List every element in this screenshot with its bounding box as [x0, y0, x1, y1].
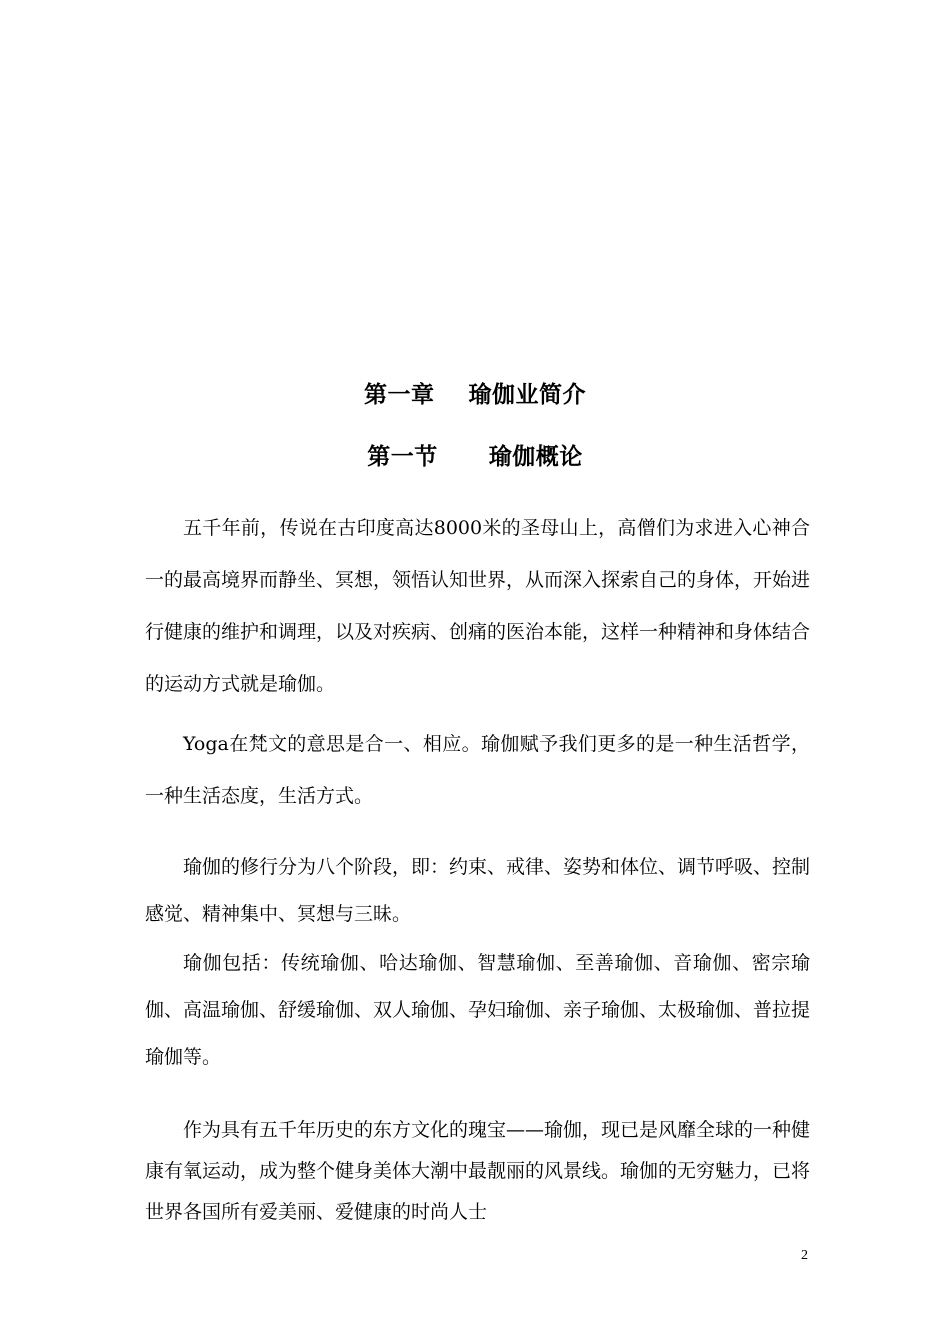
- paragraph-eight-stages: 瑜伽的修行分为八个阶段，即：约束、戒律、姿势和体位、调节呼吸、控制感觉、精神集中、冥想与三昧。: [145, 856, 811, 925]
- chapter-title: 第一章 瑜伽业简介: [363, 381, 587, 408]
- paragraph-global-popularity: 作为具有五千年历史的东方文化的瑰宝——瑜伽，现已是风靡全球的一种健康有氧运动，成为整个健身美体大潮中最靓丽的风景线。瑜伽的无穷魅力，已将世界各国所有爱美丽、爱健康的时尚人士: [145, 1119, 811, 1223]
- paragraph-origin: 五千年前，传说在古印度高达8000米的圣母山上，高僧们为求进入心神合一的最高境界而静坐、冥想，领悟认知世界，从而深入探索自己的身体，开始进行健康的维护和调理，以及对疾病、创痛的医治本能，这样一种精神和身体结合的运动方式就是瑜伽。: [145, 517, 811, 695]
- section-title: 第一节 瑜伽概论: [367, 443, 583, 470]
- page-number: 2: [801, 1248, 808, 1263]
- paragraph-yoga-types: 瑜伽包括：传统瑜伽、哈达瑜伽、智慧瑜伽、至善瑜伽、音瑜伽、密宗瑜伽、高温瑜伽、舒缓瑜伽、双人瑜伽、孕妇瑜伽、亲子瑜伽、太极瑜伽、普拉提瑜伽等。: [145, 952, 811, 1068]
- paragraph-meaning: Yoga在梵文的意思是合一、相应。瑜伽赋予我们更多的是一种生活哲学，一种生活态度，生活方式。: [145, 733, 810, 807]
